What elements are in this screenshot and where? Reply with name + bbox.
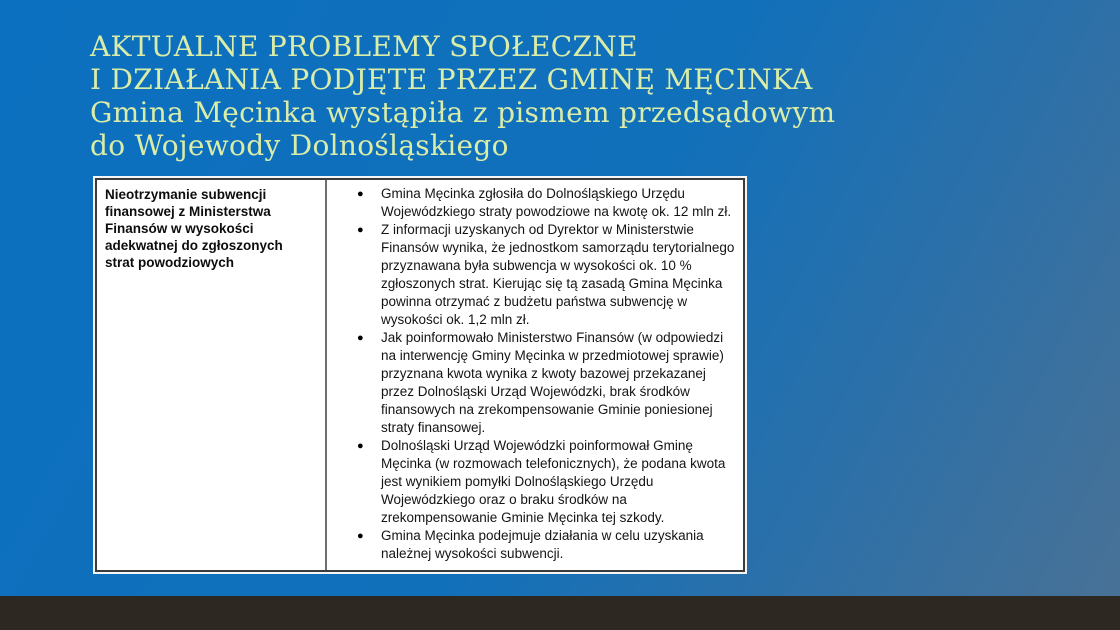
bullet-icon: ● [357, 440, 364, 452]
bullet-text: Jak poinformowało Ministerstwo Finansów (w odpowiedzi na interwencję Gminy Męcinka w przedmiotowej sprawie) przyznana kwota wynika z kwoty bazowej przekazanej przez Dolnośląski Urząd Wojewódzki, brak środków finansowych na zrekompensowanie Gminie poniesionej straty finansowej. [381, 330, 724, 435]
bottom-bar [0, 596, 1120, 630]
bullet-text: Gmina Męcinka podejmuje działania w celu uzyskania należnej wysokości subwencji. [381, 528, 704, 561]
title-line-4: do Wojewody Dolnośląskiego [90, 129, 509, 162]
content-table [95, 178, 745, 572]
title-line-3: Gmina Męcinka wystąpiła z pismem przedsądowym [90, 96, 836, 129]
bullet-icon: ● [357, 530, 364, 542]
bullet-icon: ● [357, 188, 364, 200]
list-item [353, 527, 735, 563]
slide-title [90, 30, 835, 162]
bullet-text: Dolnośląski Urząd Wojewódzki poinformował Gminę Męcinka (w rozmowach telefonicznych), że podana kwota jest wynikiem pomyłki Dolnośląskiego Urzędu Wojewódzkiego oraz o braku środków na zrekompensowanie Gminie Męcinka tej szkody. [381, 438, 726, 525]
actions-cell [327, 180, 743, 570]
bullet-icon: ● [357, 224, 364, 236]
list-item [353, 221, 735, 329]
problem-cell: Nieotrzymanie subwencji finansowej z Ministerstwa Finansów w wysokości adekwatnej do zgłoszonych strat powodziowych [97, 180, 327, 570]
bullet-text: Z informacji uzyskanych od Dyrektor w Ministerstwie Finansów wynika, że jednostkom samorządu terytorialnego przyznawana była subwencja w wysokości ok. 10 % zgłoszonych strat. Kierując się tą zasadą Gmina Męcinka powinna otrzymać z budżetu państwa subwencję w wysokości ok. 1,2 mln zł. [381, 222, 735, 327]
list-item [353, 185, 735, 221]
list-item [353, 437, 735, 527]
actions-bullet-list [353, 185, 735, 563]
list-item [353, 329, 735, 437]
bullet-icon: ● [357, 332, 364, 344]
bullet-text: Gmina Męcinka zgłosiła do Dolnośląskiego Urzędu Wojewódzkiego straty powodziowe na kwotę ok. 12 mln zł. [381, 186, 732, 219]
title-line-1: AKTUALNE PROBLEMY SPOŁECZNE [90, 30, 638, 63]
title-line-2: I DZIAŁANIA PODJĘTE PRZEZ GMINĘ MĘCINKA [90, 63, 813, 96]
